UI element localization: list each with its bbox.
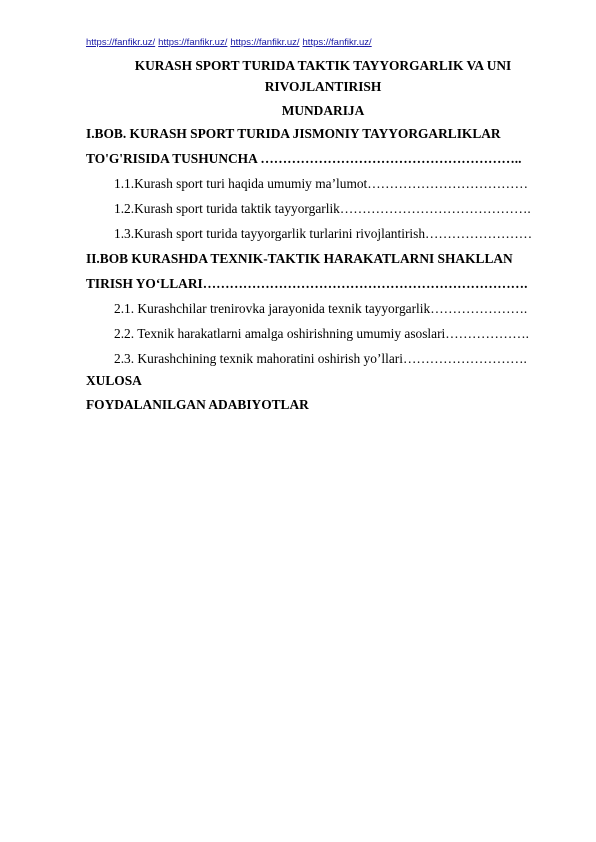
toc-item-1-1: 1.1.Kurash sport turi haqida umumiy ma’lumot……………………………… (114, 176, 528, 191)
toc-item-2-3: 2.3. Kurashchining texnik mahoratini oshirish yo’llari………………………. (114, 351, 527, 366)
document-title-line-1: KURASH SPORT TURIDA TAKTIK TAYYORGARLIK VA UNI (134, 58, 512, 73)
toc-item-1-2: 1.2.Kurash sport turida taktik tayyorgarlik……………………………………. (114, 201, 531, 216)
document-title-line-2: RIVOJLANTIRISH (264, 79, 382, 94)
references-heading: FOYDALANILGAN ADABIYOTLAR (86, 397, 309, 412)
header-link[interactable]: https://fanfikr.uz/ (230, 37, 300, 48)
chapter-1-title-line-1: I.BOB. KURASH SPORT TURIDA JISMONIY TAYYORGARLIKLAR (86, 126, 501, 141)
conclusion-heading: XULOSA (86, 373, 142, 388)
header-link[interactable]: https://fanfikr.uz/ (86, 37, 156, 48)
contents-heading: MUNDARIJA (281, 103, 365, 118)
header-link[interactable]: https://fanfikr.uz/ (158, 37, 228, 48)
chapter-2-title-line-1: II.BOB KURASHDA TEXNIK-TAKTIK HARAKATLARNI SHAKLLAN (86, 251, 513, 266)
toc-item-2-2: 2.2. Texnik harakatlarni amalga oshirishning umumiy asoslari………………. (114, 326, 529, 341)
header-link[interactable]: https://fanfikr.uz/ (302, 37, 372, 48)
toc-item-1-3: 1.3.Kurash sport turida tayyorgarlik turlarini rivojlantirish…………………… (114, 226, 533, 241)
chapter-1-title-line-2: TO'G'RISIDA TUSHUNCHA ………………………………………………….. (86, 151, 522, 166)
chapter-2-title-line-2: TIRISH YO‘LLARI………………………………………………………………. (86, 276, 528, 291)
toc-item-2-1: 2.1. Kurashchilar trenirovka jarayonida texnik tayyorgarlik…………………. (114, 301, 528, 316)
header-links (86, 37, 375, 49)
